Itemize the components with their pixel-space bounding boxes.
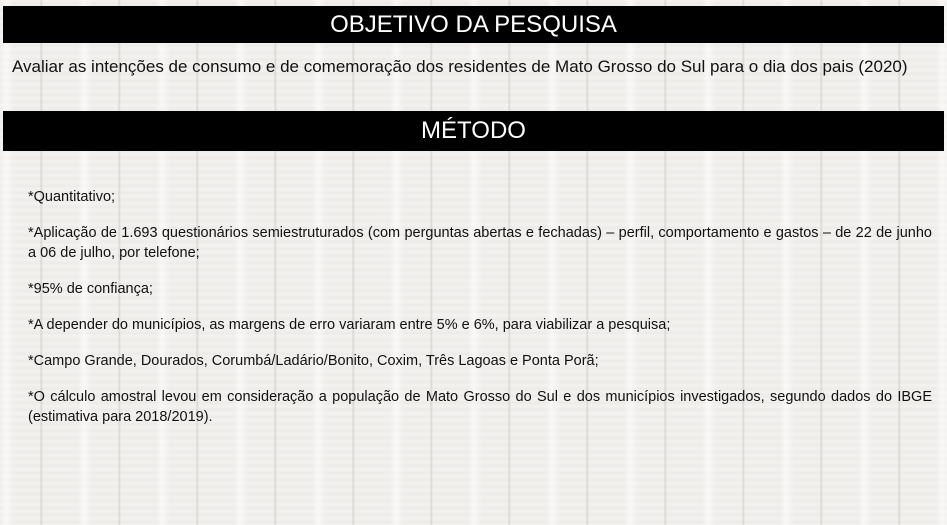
method-item-sample-calculation: *O cálculo amostral levou em consideração a população de Mato Grosso do Sul e dos municípios investigados, segundo dados do IBGE (estimativa para 2018/2019).	[28, 389, 932, 425]
objective-title: OBJETIVO DA PESQUISA	[330, 11, 617, 38]
method-list	[28, 187, 932, 427]
method-title: MÉTODO	[421, 117, 526, 144]
method-item-quantitative: *Quantitativo;	[28, 189, 116, 205]
method-item-error-margins: *A depender do municípios, as margens de erro variaram entre 5% e 6%, para viabilizar a pesquisa;	[28, 317, 671, 333]
objective-text: Avaliar as intenções de consumo e de comemoração dos residentes de Mato Grosso do Sul para o dia dos pais (2020)	[12, 57, 908, 76]
method-item-application: *Aplicação de 1.693 questionários semiestruturados (com perguntas abertas e fechadas) – perfil, comportamento e gastos – de 22 de junho a 06 de julho, por telefone;	[28, 225, 932, 261]
method-item-confidence: *95% de confiança;	[28, 281, 153, 297]
method-item-cities: *Campo Grande, Dourados, Corumbá/Ladário/Bonito, Coxim, Três Lagoas e Ponta Porã;	[28, 353, 599, 369]
objective-banner	[3, 6, 944, 43]
method-banner	[3, 111, 944, 151]
